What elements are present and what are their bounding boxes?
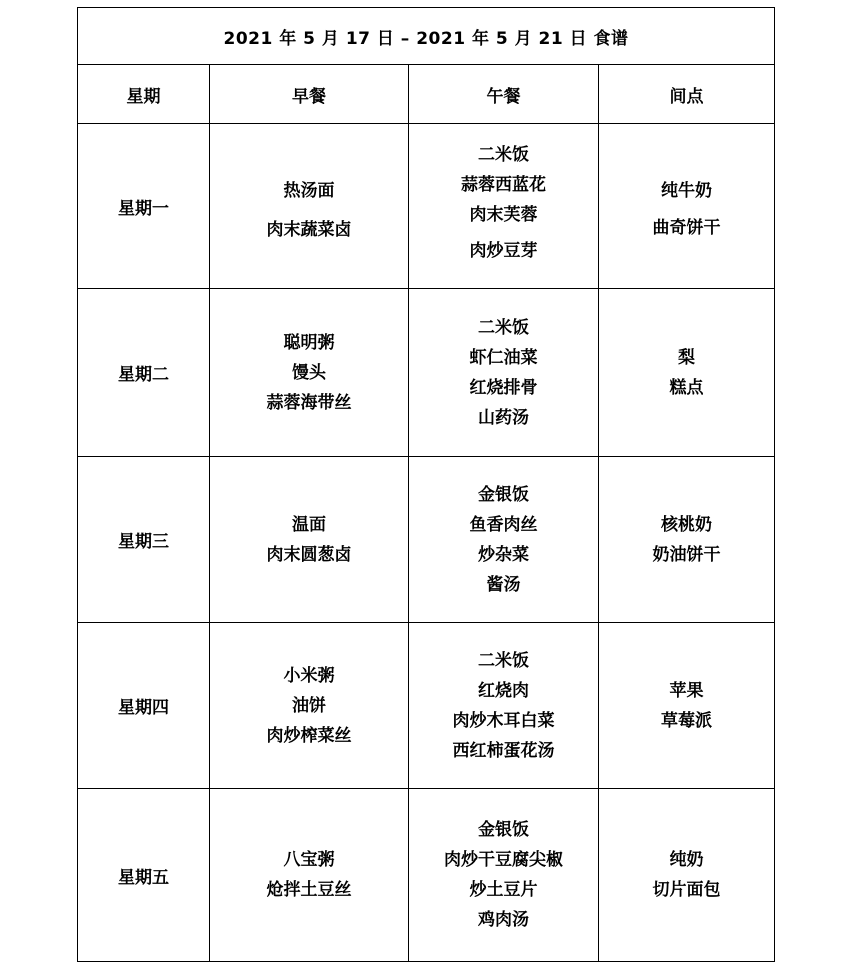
lunch-item: 鱼香肉丝 (469, 514, 538, 535)
breakfast-item: 八宝粥 (283, 850, 335, 870)
snack-item: 纯牛奶 (661, 181, 713, 201)
lunch-item: 金银饭 (478, 820, 529, 840)
lunch-item: 红烧肉 (478, 680, 529, 701)
lunch-cell (409, 457, 599, 623)
snack-item: 曲奇饼干 (652, 218, 721, 238)
lunch-item: 二米饭 (478, 650, 529, 671)
day-label: 星期三 (78, 457, 210, 623)
lunch-cell (409, 124, 599, 289)
lunch-item: 肉炒木耳白菜 (452, 710, 555, 731)
breakfast-item: 馒头 (292, 362, 326, 383)
day-row-monday (78, 124, 775, 289)
breakfast-item: 小米粥 (283, 665, 335, 686)
lunch-cell (409, 289, 599, 457)
lunch-item: 山药汤 (478, 407, 529, 428)
breakfast-item: 肉炒榨菜丝 (266, 725, 352, 746)
breakfast-cell (210, 623, 409, 789)
breakfast-item: 炝拌土豆丝 (266, 880, 352, 900)
lunch-item: 肉炒豆芽 (469, 241, 538, 261)
menu-title-cell (78, 8, 775, 65)
day-label: 星期一 (78, 124, 210, 289)
lunch-cell (409, 789, 599, 962)
header-row (78, 65, 775, 124)
snack-cell (599, 289, 775, 457)
lunch-item: 酱汤 (486, 574, 521, 595)
breakfast-cell (210, 789, 409, 962)
snack-item: 切片面包 (652, 880, 721, 900)
menu-table (77, 7, 775, 962)
menu-title: 2021 年 5 月 17 日 – 2021 年 5 月 21 日 食谱 (223, 28, 629, 49)
day-row-friday (78, 789, 775, 962)
header-snack: 间点 (599, 65, 775, 124)
lunch-item: 蒜蓉西蓝花 (461, 175, 546, 195)
breakfast-item: 热汤面 (283, 181, 335, 201)
breakfast-cell (210, 124, 409, 289)
lunch-item: 二米饭 (478, 145, 529, 165)
lunch-item: 西红柿蛋花汤 (452, 740, 555, 761)
breakfast-item: 蒜蓉海带丝 (266, 392, 352, 413)
breakfast-cell (210, 457, 409, 623)
header-day: 星期 (78, 65, 210, 124)
lunch-item: 肉炒干豆腐尖椒 (444, 850, 563, 870)
day-row-thursday (78, 623, 775, 789)
breakfast-cell (210, 289, 409, 457)
lunch-item: 金银饭 (478, 484, 529, 505)
day-label: 星期四 (78, 623, 210, 789)
snack-item: 纯奶 (669, 850, 704, 870)
snack-item: 奶油饼干 (652, 544, 721, 565)
snack-cell (599, 457, 775, 623)
day-label: 星期五 (78, 789, 210, 962)
snack-cell (599, 623, 775, 789)
snack-item: 核桃奶 (661, 514, 713, 535)
lunch-item: 虾仁油菜 (469, 347, 538, 368)
header-breakfast: 早餐 (210, 65, 409, 124)
snack-item: 苹果 (669, 680, 704, 701)
lunch-item: 炒土豆片 (469, 880, 538, 900)
breakfast-item: 聪明粥 (283, 332, 335, 353)
title-row (78, 8, 775, 65)
header-lunch: 午餐 (409, 65, 599, 124)
lunch-cell (409, 623, 599, 789)
snack-cell (599, 789, 775, 962)
snack-item: 草莓派 (661, 710, 713, 731)
lunch-item: 红烧排骨 (469, 377, 538, 398)
breakfast-item: 油饼 (292, 695, 326, 716)
snack-item: 糕点 (669, 377, 704, 398)
lunch-item: 肉末芙蓉 (469, 205, 538, 225)
lunch-item: 鸡肉汤 (478, 910, 529, 930)
breakfast-item: 肉末蔬菜卤 (266, 220, 352, 240)
snack-item: 梨 (678, 347, 696, 368)
lunch-item: 炒杂菜 (478, 544, 529, 565)
breakfast-item: 肉末圆葱卤 (266, 544, 352, 565)
snack-cell (599, 124, 775, 289)
lunch-item: 二米饭 (478, 317, 529, 338)
day-label: 星期二 (78, 289, 210, 457)
day-row-tuesday (78, 289, 775, 457)
day-row-wednesday (78, 457, 775, 623)
breakfast-item: 温面 (292, 514, 326, 535)
